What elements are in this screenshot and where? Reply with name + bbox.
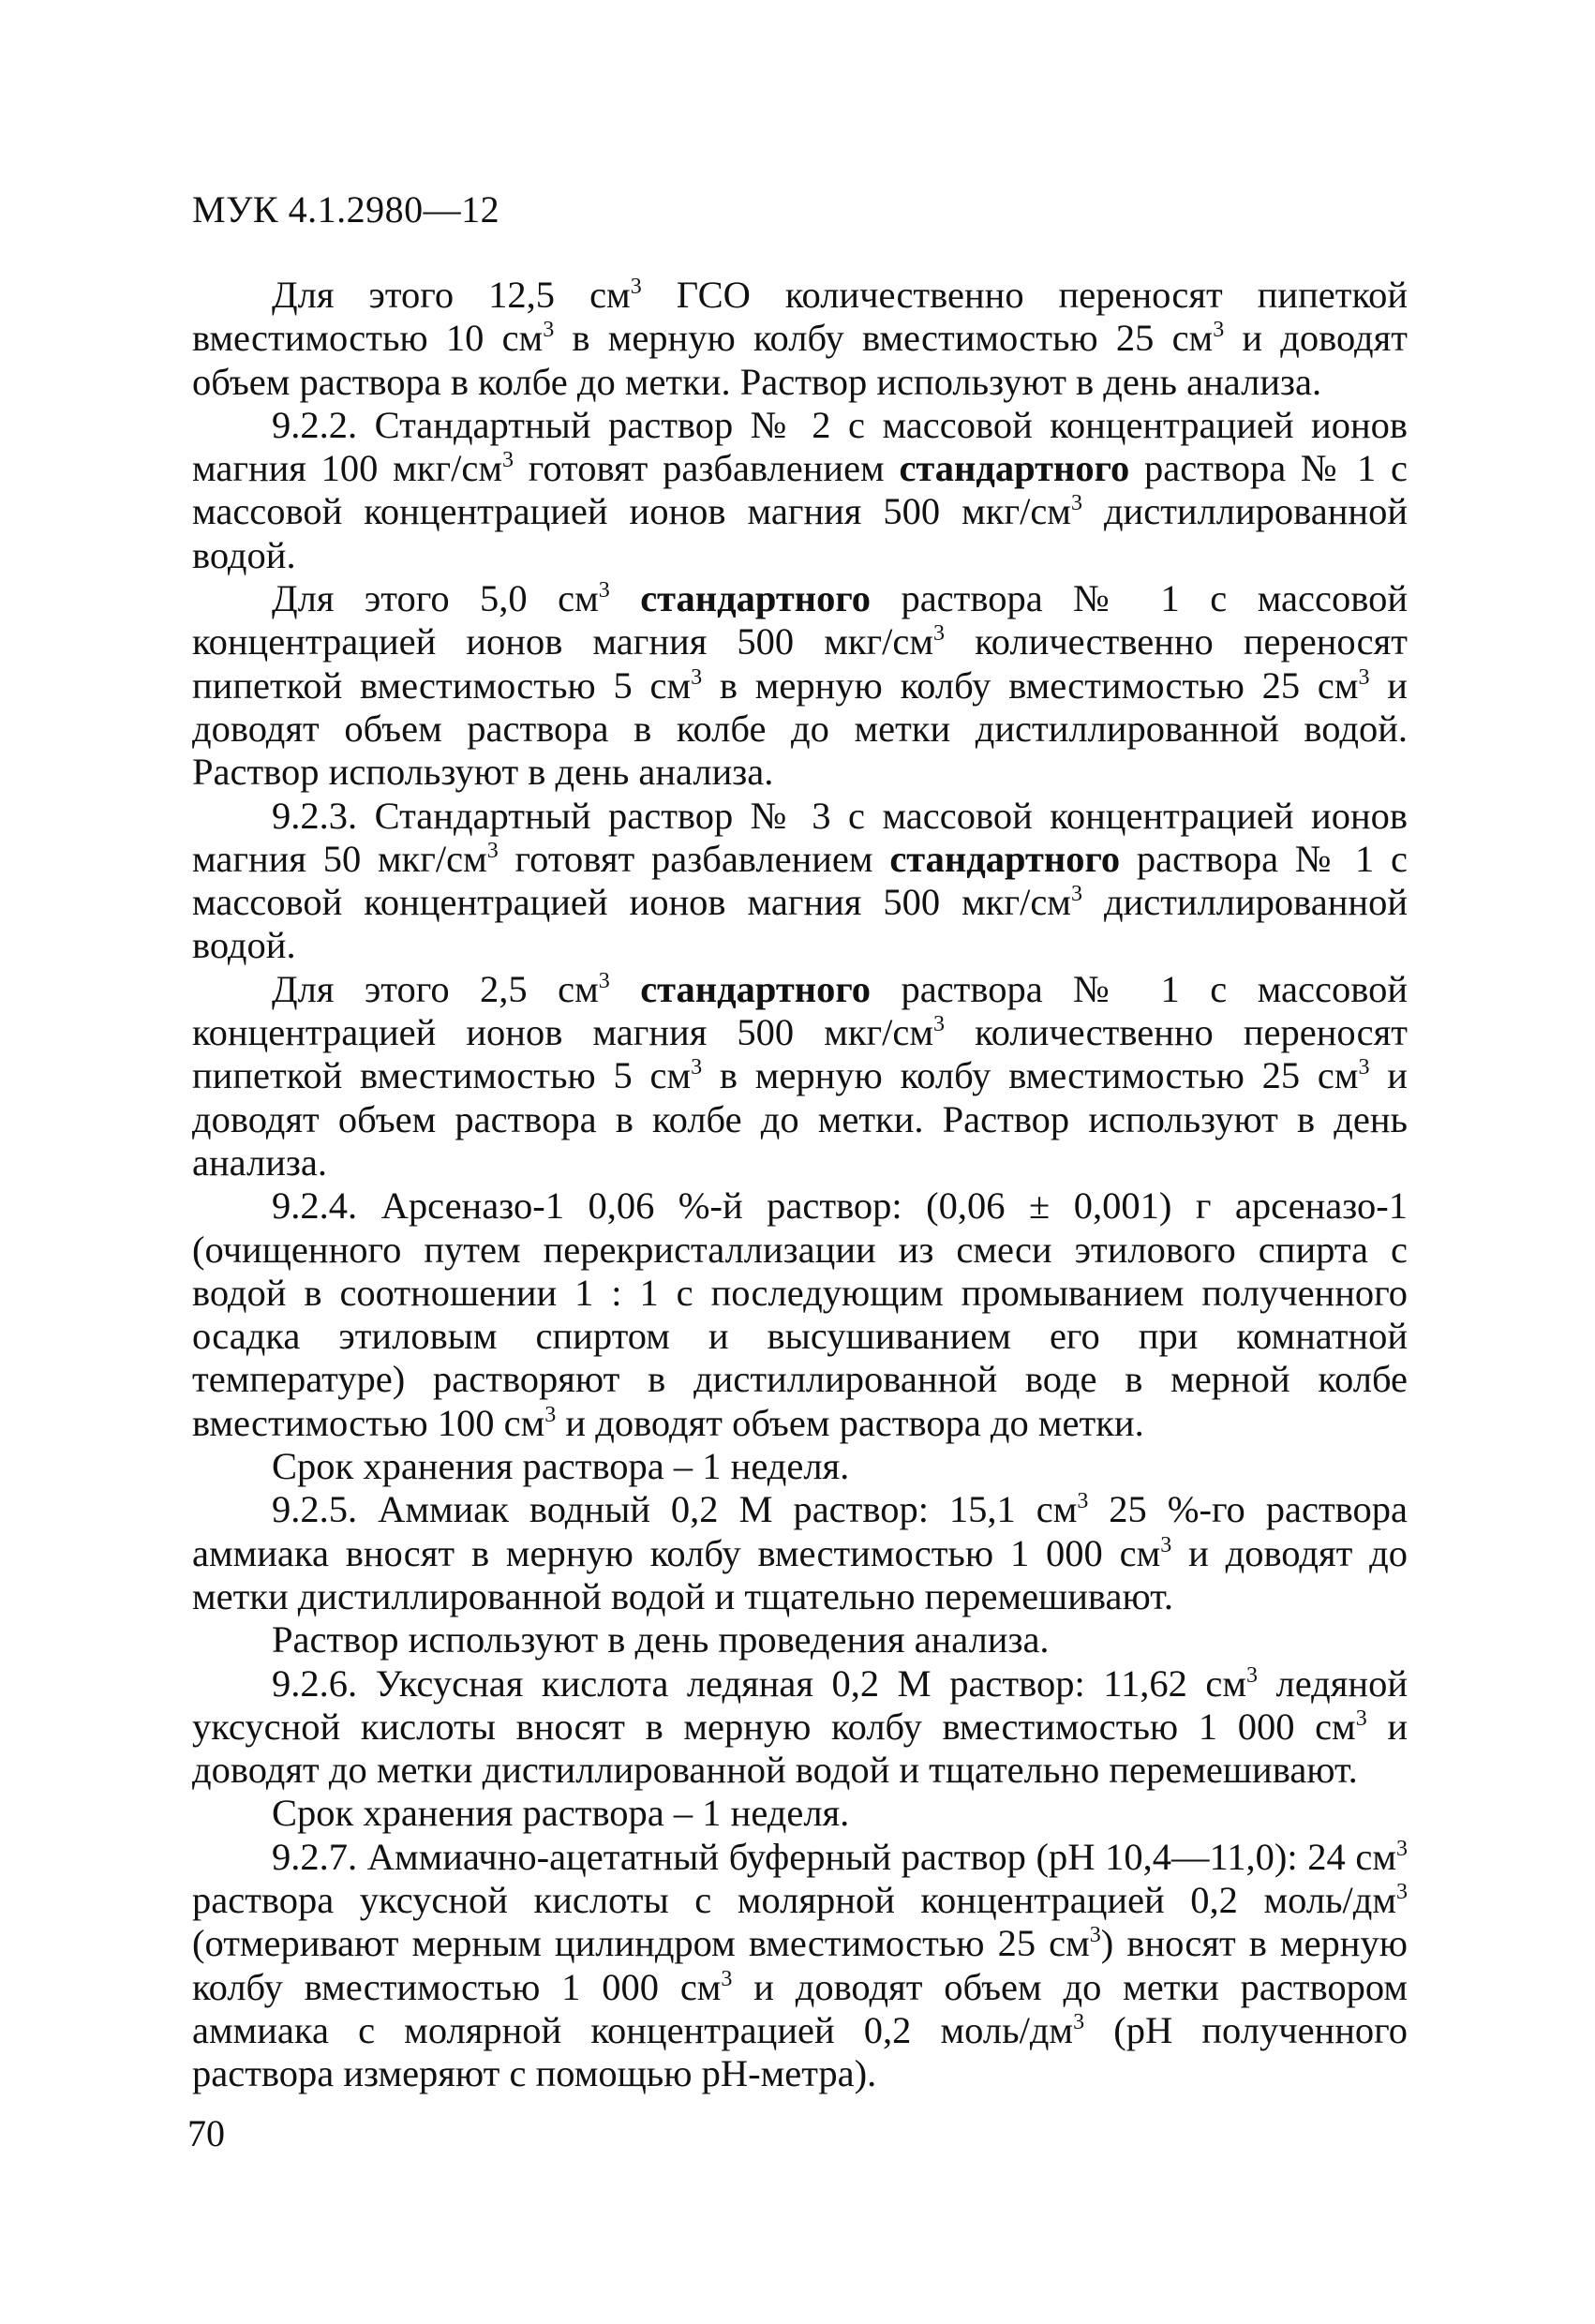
superscript: 3 — [544, 1402, 557, 1427]
paragraph — [192, 274, 1408, 404]
text-run: количественно переносят пипеткой вместимостью 5 см — [192, 620, 1408, 707]
text-run: 9.2.2. Стандартный раствор № 2 с массовой концентрацией ионов магния 100 мкг/см — [192, 403, 1408, 490]
superscript: 3 — [1160, 1532, 1172, 1557]
text-run: дистиллированной водой. — [192, 881, 1409, 967]
bold-term: стандартного — [640, 577, 871, 620]
superscript: 3 — [1070, 882, 1082, 907]
superscript: 3 — [1089, 1923, 1101, 1948]
text-run: и доводят объем раствора в колбе до метки дистиллированной водой. Раствор используют в день анализа. — [192, 663, 1408, 794]
bold-term: стандартного — [899, 447, 1130, 490]
paragraph — [192, 1488, 1408, 1618]
paragraph — [192, 577, 1408, 794]
superscript: 3 — [721, 1966, 733, 1991]
text-run: Срок хранения раствора – 1 неделя. — [272, 1792, 850, 1835]
text-run: количественно переносят пипеткой вместимостью 5 см — [192, 1011, 1408, 1097]
superscript: 3 — [933, 1012, 946, 1037]
text-run: 25 %-го раствора аммиака вносят в мерную колбу вместимостью 1 000 см — [192, 1488, 1408, 1574]
superscript: 3 — [630, 275, 642, 299]
bold-term: стандартного — [889, 837, 1121, 880]
paragraph — [192, 1618, 1408, 1661]
text-run: в мерную колбу вместимостью 25 см — [702, 1054, 1359, 1097]
text-run: раствора уксусной кислоты с молярной концентрацией 0,2 моль/дм — [192, 1878, 1396, 1921]
text-run: Раствор используют в день проведения анализа. — [272, 1618, 1050, 1661]
superscript: 3 — [543, 318, 555, 343]
text-run: в мерную колбу вместимостью 25 см — [702, 663, 1359, 707]
paragraph — [192, 404, 1408, 577]
text-run: (рН полученного раствора измеряют с помощью рН-метра). — [192, 2008, 1408, 2095]
text-run: раствора № 1 с массовой концентрацией ионов магния 500 мкг/см — [192, 967, 1408, 1054]
superscript: 3 — [1070, 491, 1082, 516]
text-run: и доводят объем до метки раствором аммиака с молярной концентрацией 0,2 моль/дм — [192, 1965, 1408, 2051]
text-run: ГСО количественно переносят пипеткой вместимостью 10 см — [192, 274, 1408, 360]
text-run: готовят разбавлением — [513, 447, 900, 490]
text-run: (отмеривают мерным цилиндром вместимостью 25 см — [192, 1922, 1090, 1965]
superscript: 3 — [1213, 318, 1225, 343]
text-run: и доводят объем раствора в колбе до метки. Раствор используют в день анализа. — [192, 317, 1408, 403]
superscript: 3 — [691, 664, 703, 690]
text-run: дистиллированной водой. — [192, 490, 1409, 576]
paragraph — [192, 1836, 1408, 2096]
superscript: 3 — [1396, 1836, 1408, 1861]
text-run: раствора № 1 с массовой концентрацией ионов магния 500 мкг/см — [192, 837, 1408, 924]
page-header: МУК 4.1.2980—12 — [192, 188, 500, 231]
superscript: 3 — [1355, 1706, 1367, 1731]
paragraph — [192, 1184, 1408, 1445]
paragraph — [192, 795, 1408, 968]
text-run: и доводят до метки дистиллированной водой и тщательно перемешивают. — [192, 1531, 1408, 1617]
text-run: ) вносят в мерную колбу вместимостью 1 000 см — [192, 1922, 1408, 2008]
superscript: 3 — [598, 968, 610, 993]
text-run: 9.2.4. Арсеназо-1 0,06 %-й раствор: (0,06 ± 0,001) г арсеназо-1 (очищенного путем перекристаллизации из смеси этилового спирта с водой в соотношении 1 : 1 с последующим промыванием полученного осадка этиловым спиртом и высушиванием его при комнатной температуре) растворяют в дистиллированной воде в мерной колбе вместимостью 100 см — [192, 1184, 1408, 1444]
text-run: Для этого 12,5 см — [272, 274, 631, 316]
text-run: ледяной уксусной кислоты вносят в мерную колбу вместимостью 1 000 см — [192, 1661, 1408, 1748]
superscript: 3 — [1396, 1879, 1408, 1904]
document-body — [192, 274, 1408, 2095]
superscript: 3 — [598, 578, 610, 603]
superscript: 3 — [1073, 2009, 1085, 2034]
text-run — [610, 968, 640, 1010]
text-run — [610, 577, 640, 619]
text-run: 9.2.7. Аммиачно-ацетатный буферный раствор (рН 10,4—11,0): 24 см — [272, 1835, 1396, 1878]
text-run: Срок хранения раствора – 1 неделя. — [272, 1445, 850, 1488]
superscript: 3 — [1245, 1662, 1258, 1688]
superscript: 3 — [933, 621, 946, 647]
paragraph — [192, 968, 1408, 1184]
page-number: 70 — [187, 2112, 225, 2154]
text-run: и доводят до метки дистиллированной водой и тщательно перемешивают. — [192, 1705, 1408, 1792]
bold-term: стандартного — [640, 967, 871, 1010]
text-run: 9.2.6. Уксусная кислота ледяная 0,2 М раствор: 11,62 см — [272, 1661, 1246, 1705]
text-run: раствора № 1 с массовой концентрацией ионов магния 500 мкг/см — [192, 577, 1408, 663]
superscript: 3 — [501, 448, 514, 473]
superscript: 3 — [1358, 664, 1370, 690]
superscript: 3 — [486, 838, 499, 863]
text-run: Для этого 5,0 см — [272, 577, 599, 620]
text-run: раствора № 1 с массовой концентрацией ионов магния 500 мкг/см — [192, 447, 1408, 533]
superscript: 3 — [1358, 1055, 1370, 1080]
superscript: 3 — [691, 1055, 703, 1080]
text-run: готовят разбавлением — [498, 837, 890, 880]
paragraph — [192, 1445, 1408, 1488]
superscript: 3 — [1077, 1489, 1089, 1514]
text-run: и доводят объем раствора в колбе до метки. Раствор используют в день анализа. — [192, 1054, 1408, 1184]
paragraph — [192, 1792, 1408, 1835]
text-run: в мерную колбу вместимостью 25 см — [554, 317, 1214, 360]
paragraph — [192, 1662, 1408, 1793]
text-run: и доводят объем раствора до метки. — [556, 1401, 1144, 1444]
text-run: 9.2.5. Аммиак водный 0,2 М раствор: 15,1 см — [272, 1488, 1078, 1531]
text-run: Для этого 2,5 см — [272, 967, 599, 1010]
text-run: 9.2.3. Стандартный раствор № 3 с массовой концентрацией ионов магния 50 мкг/см — [192, 794, 1408, 880]
